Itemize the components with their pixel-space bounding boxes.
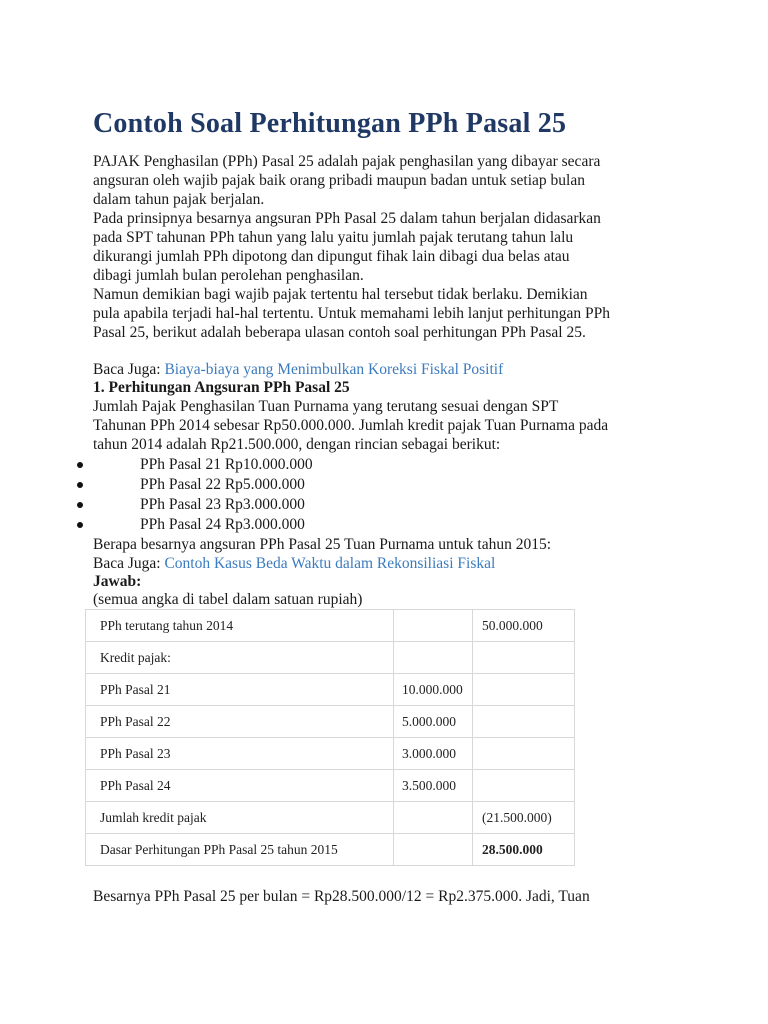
table-cell: (21.500.000) <box>473 802 575 834</box>
question-text <box>93 535 673 554</box>
closing-line: Besarnya PPh Pasal 25 per bulan = Rp28.500.000/12 = Rp2.375.000. Jadi, Tuan <box>93 888 590 905</box>
intro-line: pula apabila terjadi hal-hal tertentu. Untuk memahami lebih lanjut perhitungan PPh <box>93 305 610 322</box>
table-cell: Kredit pajak: <box>86 642 394 674</box>
intro-line: PAJAK Penghasilan (PPh) Pasal 25 adalah pajak penghasilan yang dibayar secara <box>93 153 601 170</box>
list-item-text: PPh Pasal 21 Rp10.000.000 <box>140 456 313 473</box>
table-row <box>86 706 575 738</box>
table-cell: 10.000.000 <box>394 674 473 706</box>
table-row <box>86 642 575 674</box>
table-row <box>86 802 575 834</box>
table-cell: Dasar Perhitungan PPh Pasal 25 tahun 2015 <box>86 834 394 866</box>
table-row <box>86 770 575 802</box>
table-cell <box>394 610 473 642</box>
related-article-link[interactable]: Contoh Kasus Beda Waktu dalam Rekonsiliasi Fiskal <box>164 555 496 572</box>
intro-line: Namun demikian bagi wajib pajak tertentu hal tersebut tidak berlaku. Demikian <box>93 286 588 303</box>
intro-line: dibagi jumlah bulan perolehan penghasilan. <box>93 267 364 284</box>
list-item-text: PPh Pasal 24 Rp3.000.000 <box>140 516 305 533</box>
table-note-text: (semua angka di tabel dalam satuan rupiah) <box>93 591 363 608</box>
table-cell: 50.000.000 <box>473 610 575 642</box>
section-heading <box>93 378 673 397</box>
table-row <box>86 834 575 866</box>
table-cell: PPh Pasal 24 <box>86 770 394 802</box>
intro-line: angsuran oleh wajib pajak baik orang pribadi maupun badan untuk setiap bulan <box>93 172 585 189</box>
bullet-icon <box>77 462 83 468</box>
table-cell: PPh Pasal 22 <box>86 706 394 738</box>
intro-paragraph <box>93 152 673 342</box>
table-cell: 3.500.000 <box>394 770 473 802</box>
question-line: Berapa besarnya angsuran PPh Pasal 25 Tuan Purnama untuk tahun 2015: <box>93 536 552 553</box>
calculation-table <box>85 609 575 866</box>
table-cell: PPh Pasal 21 <box>86 674 394 706</box>
intro-line: dikurangi jumlah PPh dipotong dan dipungut fihak lain dibagi dua belas atau <box>93 248 570 265</box>
table-cell <box>473 738 575 770</box>
related-article-link[interactable]: Biaya-biaya yang Menimbulkan Koreksi Fiskal Positif <box>164 361 504 378</box>
table-cell: PPh Pasal 23 <box>86 738 394 770</box>
answer-label <box>93 572 673 591</box>
table-cell: PPh terutang tahun 2014 <box>86 610 394 642</box>
bullet-icon <box>77 482 83 488</box>
table-cell <box>394 642 473 674</box>
baca-juga-prefix: Baca Juga: <box>93 361 165 378</box>
bullet-icon <box>77 522 83 528</box>
table-row <box>86 674 575 706</box>
answer-label-text: Jawab: <box>93 573 142 590</box>
intro-line: Pasal 25, berikut adalah beberapa ulasan contoh soal perhitungan PPh Pasal 25. <box>93 324 586 341</box>
table-cell-total: 28.500.000 <box>473 834 575 866</box>
table-note <box>93 590 673 609</box>
intro-line: pada SPT tahunan PPh tahun yang lalu yaitu jumlah pajak terutang tahun lalu <box>93 229 574 246</box>
table-cell: Jumlah kredit pajak <box>86 802 394 834</box>
intro-line: Pada prinsipnya besarnya angsuran PPh Pasal 25 dalam tahun berjalan didasarkan <box>93 210 601 227</box>
table-cell: 5.000.000 <box>394 706 473 738</box>
section-line: Jumlah Pajak Penghasilan Tuan Purnama yang terutang sesuai dengan SPT <box>93 398 559 415</box>
table-cell <box>473 642 575 674</box>
table-cell <box>473 674 575 706</box>
table-cell <box>394 802 473 834</box>
bullet-icon <box>77 502 83 508</box>
page-title: Contoh Soal Perhitungan PPh Pasal 25 <box>93 108 567 139</box>
baca-juga-2 <box>93 554 673 573</box>
list-item-text: PPh Pasal 22 Rp5.000.000 <box>140 476 305 493</box>
table-cell: 3.000.000 <box>394 738 473 770</box>
table-cell <box>394 834 473 866</box>
section-text <box>93 397 673 454</box>
table-row <box>86 738 575 770</box>
table-row <box>86 610 575 642</box>
table-cell <box>473 770 575 802</box>
table-cell <box>473 706 575 738</box>
baca-juga-prefix: Baca Juga: <box>93 555 165 572</box>
list-item-text: PPh Pasal 23 Rp3.000.000 <box>140 496 305 513</box>
baca-juga-1 <box>93 360 673 379</box>
section-heading-text: 1. Perhitungan Angsuran PPh Pasal 25 <box>93 379 350 396</box>
section-line: Tahunan PPh 2014 sebesar Rp50.000.000. Jumlah kredit pajak Tuan Purnama pada <box>93 417 609 434</box>
section-line: tahun 2014 adalah Rp21.500.000, dengan rincian sebagai berikut: <box>93 436 501 453</box>
intro-line: dalam tahun pajak berjalan. <box>93 191 265 208</box>
closing-text <box>93 887 673 906</box>
